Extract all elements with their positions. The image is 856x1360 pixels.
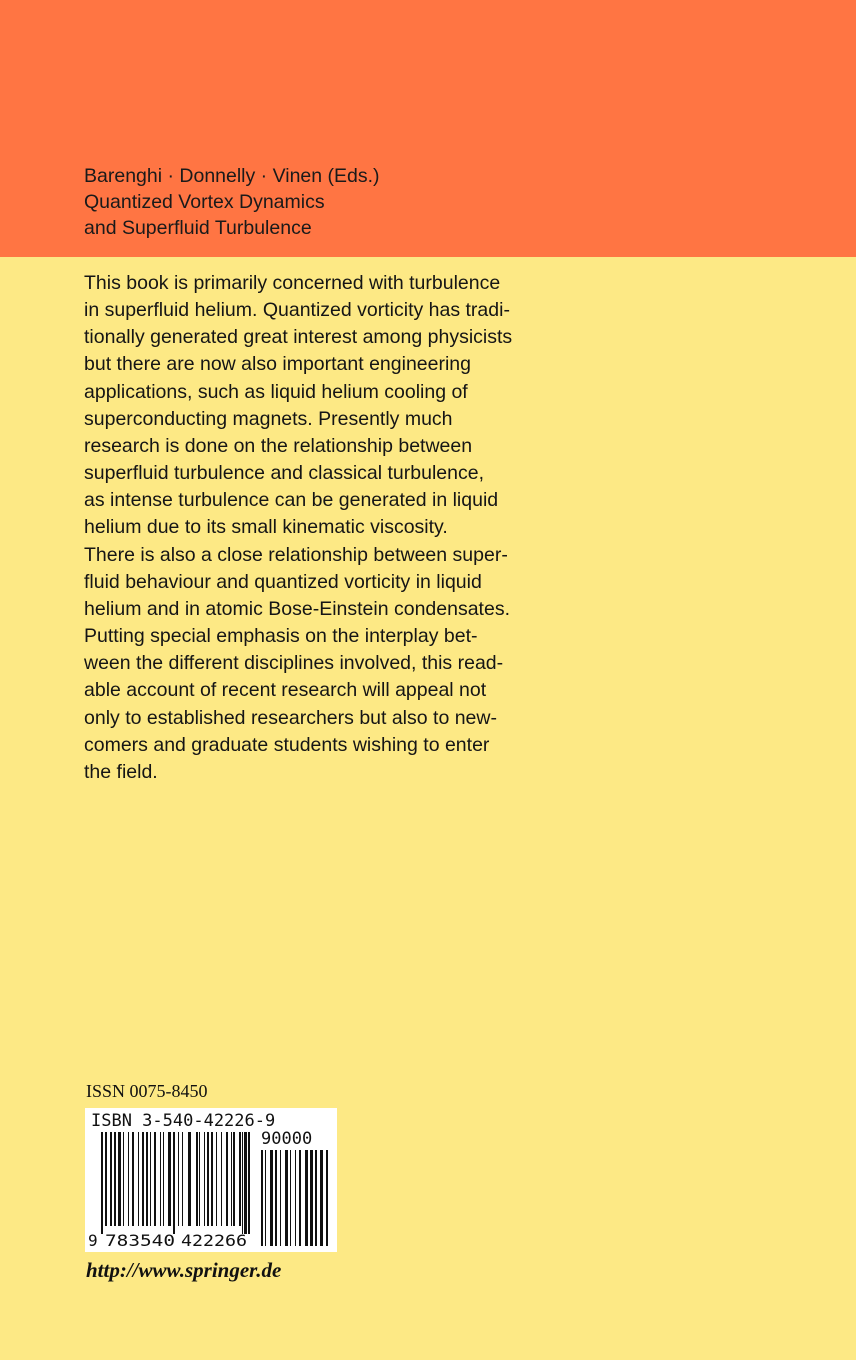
barcode-bar [299,1150,301,1246]
blurb-line: helium due to its small kinematic viscosity. [84,516,448,539]
blurb-line: There is also a close relationship between super- [84,543,508,566]
barcode-bar [265,1150,266,1246]
barcode-svg [85,1108,337,1252]
ean-barcode-bars [101,1132,250,1234]
barcode-bar [199,1132,200,1226]
barcode-bar [290,1150,291,1246]
barcode-bar [226,1132,228,1226]
barcode-bar [315,1150,317,1246]
ean-left-digits: 783540 [105,1231,175,1250]
barcode-bar [118,1132,121,1226]
barcode-bar [207,1132,209,1226]
blurb-line: able account of recent research will appeal not [84,679,487,702]
barcode-bar [178,1132,179,1226]
ean-first-digit: 9 [88,1231,98,1250]
barcode-block [85,1108,337,1252]
barcode-bar [132,1132,134,1226]
price-code-label: 90000 [261,1129,313,1149]
blurb-line: in superfluid helium. Quantized vorticity has tradi- [84,299,510,322]
barcode-bar [310,1150,313,1246]
barcode-bar [280,1150,281,1246]
barcode-bar [146,1132,148,1226]
barcode-bar [154,1132,156,1226]
publisher-url[interactable]: http://www.springer.de [86,1258,282,1282]
barcode-bar [305,1150,308,1246]
blurb-line: the field. [84,760,158,783]
editors-line: Barenghi · Donnelly · Vinen (Eds.) [84,165,380,187]
barcode-bar [285,1150,288,1246]
title-line-1: Quantized Vortex Dynamics [84,191,325,213]
book-header [84,163,380,241]
book-description [84,270,524,786]
barcode-bar [221,1132,222,1226]
blurb-line: comers and graduate students wishing to enter [84,733,490,756]
title-line-2: and Superfluid Turbulence [84,217,312,239]
blurb-line: tionally generated great interest among physicists [84,326,513,349]
barcode-bar [110,1132,112,1226]
barcode-bar [168,1132,171,1226]
barcode-bar [275,1150,277,1246]
barcode-bar [123,1132,124,1226]
barcode-bar [138,1132,139,1226]
barcode-bar [204,1132,205,1226]
blurb-line: but there are now also important engineering [84,353,471,376]
barcode-bar [239,1132,241,1226]
blurb-line: This book is primarily concerned with turbulence [84,272,501,294]
blurb-line: fluid behaviour and quantized vorticity in liquid [84,570,482,593]
barcode-bar [182,1132,183,1226]
blurb-line: Putting special emphasis on the interplay bet- [84,625,478,648]
barcode-bar [233,1132,235,1226]
addon-barcode-bars [261,1150,328,1246]
isbn-label: ISBN 3-540-42226-9 [91,1111,276,1131]
barcode-bar [211,1132,213,1226]
barcode-bar [163,1132,164,1226]
barcode-bar [101,1132,103,1234]
barcode-bar [150,1132,151,1226]
ean-right-digits: 422266 [181,1231,247,1250]
barcode-bar [326,1150,328,1246]
barcode-bar [295,1150,296,1246]
barcode-bar [231,1132,232,1226]
barcode-bar [270,1150,273,1246]
blurb-line: ween the different disciplines involved, this read- [84,652,504,675]
barcode-bar [216,1132,217,1226]
blurb-line: superconducting magnets. Presently much [84,407,453,430]
barcode-bar [261,1150,263,1246]
barcode-bar [242,1132,243,1234]
blurb-line: as intense turbulence can be generated in liquid [84,489,499,512]
issn-number: ISSN 0075-8450 [86,1081,208,1101]
barcode-bar [173,1132,175,1234]
barcode-bar [142,1132,144,1226]
barcode-bar [128,1132,129,1226]
barcode-bar [248,1132,250,1234]
blurb-line: research is done on the relationship between [84,434,473,457]
barcode-bar [105,1132,107,1226]
barcode-bar [160,1132,161,1226]
blurb-line: helium and in atomic Bose-Einstein condensates. [84,597,510,620]
blurb-line: applications, such as liquid helium cooling of [84,380,468,403]
barcode-bar [114,1132,116,1226]
barcode-bar [244,1132,247,1234]
blurb-line: superfluid turbulence and classical turbulence, [84,462,484,485]
barcode-bar [188,1132,191,1226]
barcode-bar [196,1132,198,1226]
blurb-line: only to established researchers but also to new- [84,706,497,729]
barcode-bar [320,1150,323,1246]
